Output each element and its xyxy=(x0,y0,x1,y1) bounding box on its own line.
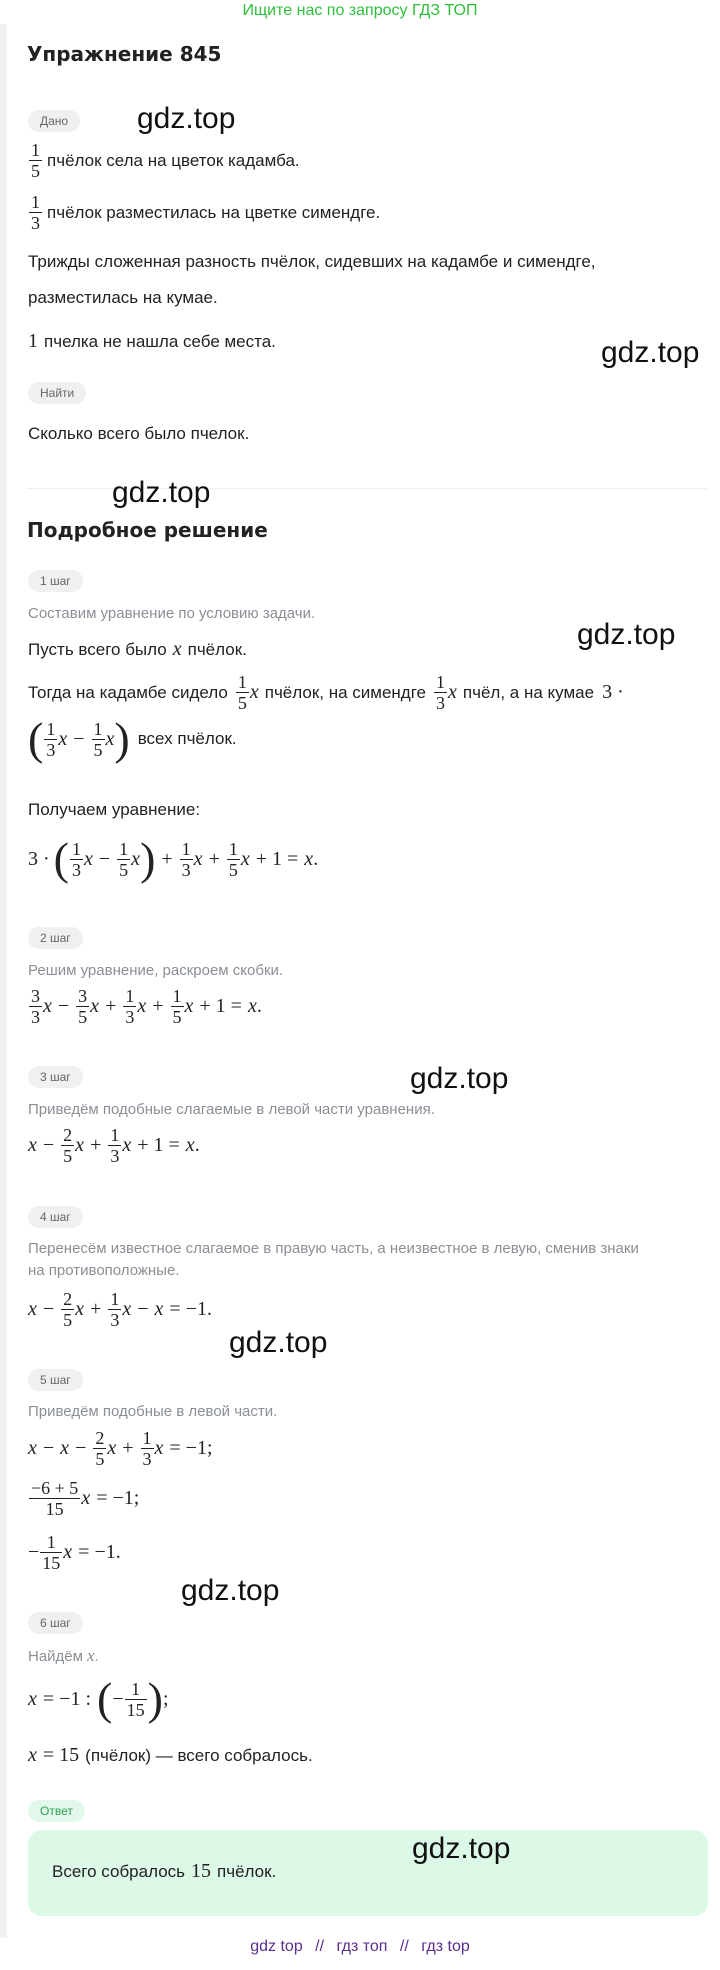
fraction: $\frac{1}{5}$ xyxy=(93,718,103,760)
watermark: gdz.top xyxy=(137,102,236,135)
text: всех пчёлок. xyxy=(137,729,237,748)
given-line-2 xyxy=(28,192,380,233)
given-line-5-text: пчелка не нашла себе места. xyxy=(44,331,276,351)
text: пчёл, а на кумае xyxy=(462,682,595,702)
text: Пусть всего было xyxy=(28,639,167,659)
answer-box xyxy=(28,1830,708,1916)
step-2-chip: 2 шаг xyxy=(28,927,83,949)
watermark: gdz.top xyxy=(410,1062,509,1095)
number: 1 xyxy=(28,330,38,352)
variable-x: x xyxy=(172,638,182,660)
watermark: gdz.top xyxy=(577,618,676,651)
variable-x: x xyxy=(249,681,259,703)
equation-5b: $\frac{-6 + 5}{15}$ x = −1; xyxy=(31,1478,140,1519)
answer-chip: Ответ xyxy=(28,1800,85,1822)
step-6-chip: 6 шаг xyxy=(28,1612,83,1634)
number: 15 xyxy=(191,1860,212,1882)
step-1-hint: Составим уравнение по условию задачи. xyxy=(28,605,316,622)
number: 3 · xyxy=(602,681,624,703)
watermark: gdz.top xyxy=(412,1832,511,1865)
solution-title: Подробное решение xyxy=(27,518,268,542)
watermark: gdz.top xyxy=(229,1326,328,1359)
footer-link[interactable]: гдз топ xyxy=(336,1938,388,1955)
footer-link[interactable]: гдз top xyxy=(421,1938,470,1955)
text: пчёлок. xyxy=(187,639,247,659)
step-4-hint: Перенесём известное слагаемое в правую часть, а неизвестное в левую, сменив знаки xyxy=(28,1240,639,1257)
text: пчёлок. xyxy=(217,1861,277,1881)
step-5-chip: 5 шаг xyxy=(28,1369,83,1391)
watermark: gdz.top xyxy=(112,476,211,509)
step-1-line-2 xyxy=(28,672,624,713)
fraction: $\frac{1}{5}$ xyxy=(237,672,247,713)
text: Тогда на кадамбе сидело xyxy=(28,682,228,702)
equation-5a: x − x − $\frac{2}{5}$ x + $\frac{1}{3}$ x = −1; xyxy=(28,1428,213,1469)
step-5-hint: Приведём подобные в левой части. xyxy=(28,1403,278,1420)
step-2-hint: Решим уравнение, раскроем скобки. xyxy=(28,962,284,979)
equation-2: $\frac{3}{3}$ x − $\frac{3}{5}$ x + $\frac{1}{3}$ x + $\frac{1}{5}$ x + 1 = x . xyxy=(31,986,262,1027)
given-line-1 xyxy=(28,140,300,181)
footer-link[interactable]: gdz top xyxy=(250,1938,303,1955)
find-chip: Найти xyxy=(28,382,86,404)
answer-text xyxy=(52,1860,276,1883)
given-line-4: разместилась на кумае. xyxy=(28,288,218,307)
page-title: Упражнение 845 xyxy=(27,42,222,66)
fraction: $\frac{1}{3}$ xyxy=(46,718,56,760)
text: Всего собралось xyxy=(52,1861,186,1881)
search-banner[interactable]: Ищите нас по запросу ГДЗ ТОП xyxy=(242,2,478,19)
fraction: $\frac{1}{5}$ xyxy=(31,140,40,181)
text: Найдём xyxy=(28,1647,83,1665)
step-1-chip: 1 шаг xyxy=(28,570,83,592)
text: пчёлок, на симендге xyxy=(264,682,426,702)
given-line-1-text: пчёлок села на цветок кадамба. xyxy=(47,150,300,170)
watermark: gdz.top xyxy=(601,336,700,369)
equation-3: x − $\frac{2}{5}$ x + $\frac{1}{3}$ x + 1 = x . xyxy=(28,1125,200,1166)
final-line: x = 15 (пчёлок) — всего собралось. xyxy=(28,1744,313,1766)
equation-4: x − $\frac{2}{5}$ x + $\frac{1}{3}$ x − x = −1. xyxy=(28,1289,212,1330)
given-line-3: Трижды сложенная разность пчёлок, сидевших на кадамбе и симендге, xyxy=(28,252,596,271)
step-1-line-1 xyxy=(28,638,247,661)
step-3-hint: Приведём подобные слагаемые в левой части уравнения. xyxy=(28,1101,435,1118)
given-line-5 xyxy=(28,330,276,353)
watermark: gdz.top xyxy=(181,1574,280,1607)
step-6-hint: Найдём x . xyxy=(28,1646,99,1665)
given-chip: Дано xyxy=(28,110,80,132)
fraction: $\frac{1}{3}$ xyxy=(436,672,445,713)
step-3-chip: 3 шаг xyxy=(28,1066,83,1088)
step-1-line-4: Получаем уравнение: xyxy=(28,800,201,819)
text: (пчёлок) — всего собралось. xyxy=(85,1745,313,1765)
step-1-line-3: ( $\frac{1}{3}$ x − $\frac{1}{5}$ x ) всех пчёлок. xyxy=(28,713,237,764)
variable-x: x xyxy=(448,681,457,703)
fraction: $\frac{1}{3}$ xyxy=(31,192,40,233)
separator: // xyxy=(399,1938,409,1955)
left-border xyxy=(0,24,7,1938)
equation-6: x = −1 : ( − $\frac{1}{15}$ ) ; xyxy=(28,1673,169,1724)
step-4-chip: 4 шаг xyxy=(28,1206,83,1228)
given-line-2-text: пчёлок разместилась на цветке симендге. xyxy=(47,202,381,222)
step-4-hint-2: на противоположные. xyxy=(28,1262,180,1279)
footer-links xyxy=(0,1938,720,1956)
separator: // xyxy=(315,1938,325,1955)
find-text: Сколько всего было пчелок. xyxy=(28,424,250,443)
equation-1: 3 · ( $\frac{1}{3}$ x − $\frac{1}{5}$ x ) + $\frac{1}{3}$ x + $\frac{1}{5}$ x + 1 = x . xyxy=(28,833,319,884)
equation-5c: − $\frac{1}{15}$ x = −1. xyxy=(28,1532,121,1573)
